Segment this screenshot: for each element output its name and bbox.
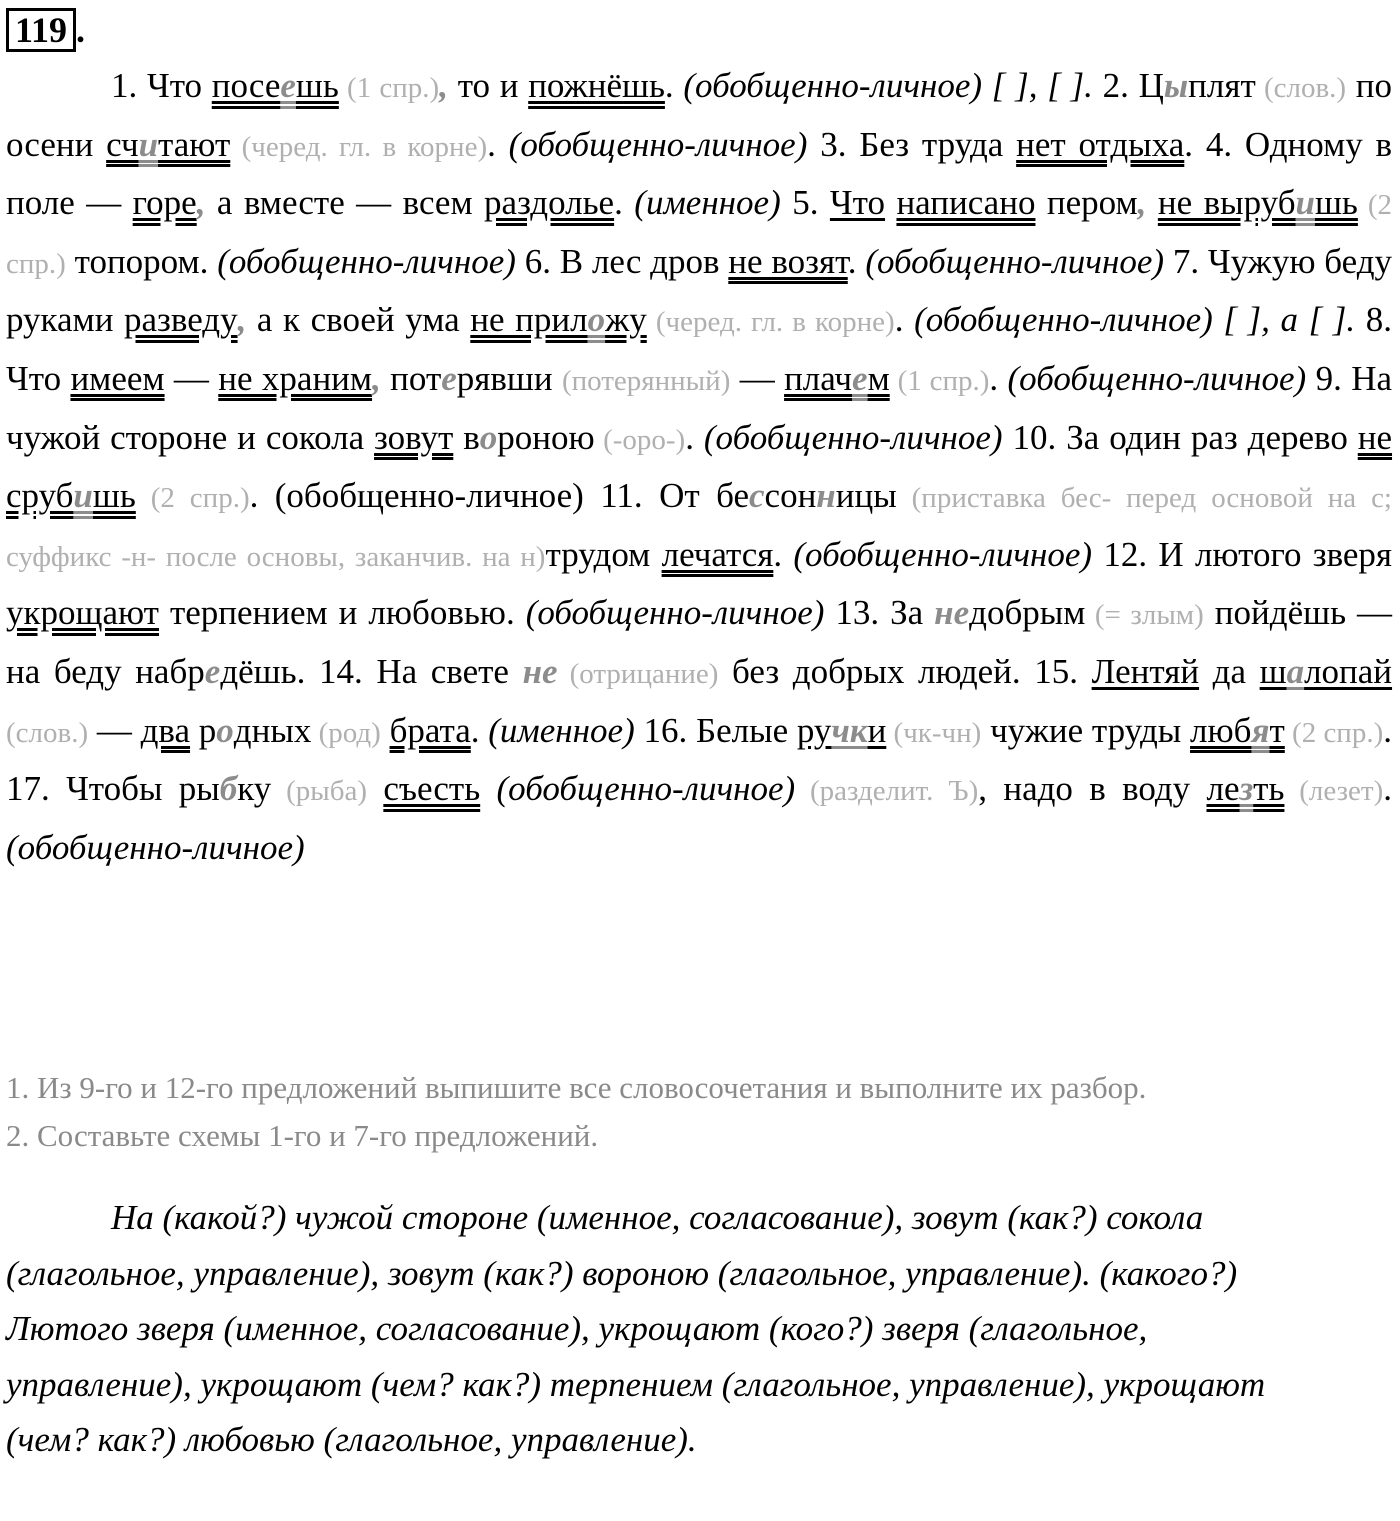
exercise-number-box: 119 — [6, 8, 76, 52]
sentence-s14 — [319, 652, 1021, 691]
sentence-s3 — [820, 125, 1193, 164]
sentence-fragment: Чтобы ры — [66, 769, 220, 809]
sentence-fragment: роною — [497, 417, 595, 457]
sentence-fragment: . (обобщенно-личное) — [249, 476, 584, 516]
sentence-fragment: да — [1199, 651, 1260, 691]
sentence-fragment: укрощают — [6, 593, 159, 633]
sentence-fragment: пойдёшь — на беду набр — [6, 593, 1393, 691]
sentence-fragment: (разделит. Ъ) — [795, 775, 979, 808]
sentence-fragment: добрым — [969, 593, 1086, 633]
sentence-fragment: сон — [764, 476, 817, 516]
sentence-fragment: не возят — [728, 241, 848, 281]
sentence-fragment: пером — [1035, 183, 1138, 223]
sentence-fragment: Чужую беду руками — [6, 241, 1393, 340]
sentence-fragment: пожнёшь — [528, 66, 665, 105]
sentence-number: 12. — [1103, 534, 1148, 574]
sentence-fragment: (2 спр.) — [135, 482, 250, 515]
sentence-fragment: . — [1383, 769, 1392, 809]
sentence-fragment: (черед. гл. в корне) — [646, 306, 895, 339]
sentence-fragment: (обобщенно-личное) — [683, 66, 983, 105]
sentence-fragment: б — [219, 769, 238, 809]
sentence-fragment: За один раз дерево — [1066, 417, 1358, 457]
sentence-fragment: Что — [829, 183, 885, 223]
sentence-fragment: а — [1286, 651, 1305, 691]
sentence-fragment: о — [587, 300, 606, 340]
sentence-fragment: , надо в воду — [978, 769, 1207, 809]
sentence-fragment: ру — [796, 710, 832, 750]
sentence-number: 4. — [1205, 124, 1233, 164]
sentence-number: 16. — [643, 710, 688, 750]
sentence-fragment: ть — [1253, 769, 1285, 809]
sentence-fragment — [480, 769, 496, 808]
sentence-fragment: . — [773, 534, 794, 574]
sentence-number: 17. — [6, 769, 50, 809]
sentence-fragment: и — [867, 710, 887, 750]
sentence-fragment: (обобщенно-личное) — [217, 241, 516, 281]
sentence-fragment: шь — [1314, 183, 1358, 223]
sentence-fragment: жу — [605, 300, 647, 340]
task-list — [6, 1064, 1392, 1160]
sentence-fragment: посе — [211, 66, 281, 105]
sentence-fragment: имеем — [70, 358, 165, 398]
sentence-fragment: (обобщенно-личное) — [793, 534, 1093, 574]
sentence-fragment: (= злым) — [1085, 599, 1204, 632]
sentence-number: 9. — [1315, 358, 1342, 398]
sentence-number: 3. — [820, 124, 847, 164]
sentence-fragment: . — [1383, 710, 1392, 750]
sentence-fragment: От бе — [659, 476, 749, 516]
sentence-fragment: рявши — [456, 358, 562, 398]
sentence-fragment: о — [216, 710, 234, 750]
sentence-fragment: с — [748, 476, 765, 516]
sentence-fragment: горе — [132, 183, 197, 223]
sentence-fragment: [ ], а [ ]. — [1212, 300, 1356, 340]
sentence-fragment: (-оро-) — [594, 423, 686, 456]
sentence-fragment: брата — [389, 710, 471, 750]
exercise-number-dot: . — [76, 10, 86, 50]
sentence-fragment: — — [88, 710, 141, 750]
sentence-fragment: я — [1251, 710, 1270, 750]
sentence-fragment: (1 спр.) — [889, 364, 990, 397]
task-item-1: 1. Из 9-го и 12-го предложений выпишите все словосочетания и выполните их разбор. — [6, 1070, 1147, 1105]
sentence-fragment: лечатся — [661, 534, 774, 574]
sentence-fragment: ш — [1259, 651, 1287, 691]
sentence-number: 13. — [835, 593, 880, 633]
sentence-fragment: тают — [158, 124, 231, 164]
sentence-fragment — [1146, 183, 1157, 222]
sentence-fragment: За — [890, 593, 935, 633]
sentence-fragment: ку — [237, 769, 272, 809]
sentence-fragment: два — [140, 710, 191, 750]
sentence-fragment: , — [237, 300, 247, 340]
sentence-fragment: . — [685, 417, 704, 457]
sentence-number: 10. — [1012, 417, 1057, 457]
sentence-fragment: (обобщенно-личное) — [496, 769, 796, 809]
sentence-s6 — [525, 242, 1164, 281]
sentence-fragment: (отрицание) — [557, 657, 719, 690]
sentence-fragment: ле — [1206, 769, 1240, 809]
sentence-fragment: лопай — [1304, 651, 1393, 691]
sentence-fragment: Одному в поле — — [6, 124, 1393, 223]
sentence-fragment: шь — [295, 66, 339, 105]
sentence-fragment: . — [487, 124, 509, 164]
sentence-fragment: чужие труды — [981, 710, 1191, 750]
sentence-fragment: написано — [896, 183, 1036, 223]
sentence-number: 7. — [1172, 241, 1200, 281]
sentence-fragment: (именное) — [488, 710, 635, 750]
sentence-fragment: а вместе — всем — [205, 183, 485, 223]
sentence-fragment: плят — [1188, 66, 1256, 105]
sentence-fragment: зовут — [374, 417, 454, 457]
sentence-fragment: На свете — [376, 651, 523, 691]
sentence-fragment: Что — [6, 358, 71, 398]
sentence-fragment: . — [614, 183, 635, 223]
sentence-fragment: чк — [831, 710, 868, 750]
sentence-fragment: нет отдыха — [1016, 124, 1185, 164]
sentence-fragment: е — [852, 358, 868, 398]
sentence-fragment: (потерянный) — [561, 364, 731, 397]
sentence-fragment: е — [441, 358, 457, 398]
sentence-fragment: На чужой стороне и сокола — [6, 358, 1392, 457]
sentence-fragment: не сруб — [6, 417, 1393, 516]
sentence-fragment: ы — [1163, 66, 1189, 105]
answer-text: На (какой?) чужой стороне (именное, согласование), зовут (как?) сокола (глагольное, управление), зовут (как?) вороною (глагольное, управление). (какого?) Лютого зверя (именное, согласование), укрощают (кого?) зверя (глагольное, управление), укрощают (чем? как?) терпением (глагольное, управление), укрощают (чем? как?) любовью (глагольное, управление). — [6, 1198, 1266, 1460]
sentence-fragment — [381, 711, 390, 750]
sentence-fragment: . — [664, 66, 684, 105]
sentence-fragment: плач — [784, 358, 853, 398]
sentence-fragment: трудом — [545, 534, 662, 574]
sentence-fragment: без добрых людей. — [718, 651, 1021, 691]
sentence-fragment: — — [164, 358, 219, 398]
sentence-fragment: о — [479, 417, 498, 457]
sentence-fragment: . — [1184, 124, 1194, 164]
sentence-s17 — [6, 769, 1392, 867]
sentence-fragment: дных — [233, 710, 312, 750]
sentence-fragment: по осени — [6, 66, 1393, 164]
sentence-number: 11. — [600, 476, 643, 516]
sentence-fragment: пот — [380, 358, 442, 398]
sentence-fragment: (обобщенно-личное) — [6, 827, 305, 867]
sentence-number: 1. — [111, 66, 138, 105]
sentence-fragment: и — [73, 476, 93, 516]
sentence-fragment: (приставка бес- перед основой на с; суффикс -н- после основы, заканчив. на н) — [6, 482, 1392, 573]
sentence-s16 — [643, 711, 1392, 750]
sentence-fragment: е — [280, 66, 296, 105]
exercise-text — [6, 58, 1392, 875]
sentence-fragment: . — [470, 710, 489, 750]
sentence-number: 15. — [1034, 651, 1079, 691]
sentence-fragment: и — [1295, 183, 1315, 223]
sentence-fragment — [885, 183, 896, 222]
sentence-fragment: (обобщенно-личное) — [508, 124, 808, 164]
sentence-fragment: з — [1239, 769, 1254, 809]
sentence-fragment: (слов.) — [6, 716, 89, 749]
sentence-fragment: а к своей ума — [246, 300, 471, 340]
sentence-fragment: сч — [106, 124, 139, 164]
sentence-fragment: , — [196, 183, 206, 223]
sentence-fragment: В лес дров — [559, 241, 729, 281]
sentence-fragment: е — [204, 651, 221, 691]
sentence-number: 2. — [1102, 66, 1129, 105]
sentence-fragment: Что — [146, 66, 212, 105]
sentence-fragment: Ц — [1138, 66, 1164, 105]
sentence-fragment: [ ], [ ]. — [982, 66, 1093, 105]
sentence-fragment: н — [816, 476, 836, 516]
sentence-fragment: , — [372, 358, 381, 398]
task-item-2: 2. Составьте схемы 1-го и 7-го предложений. — [6, 1118, 599, 1153]
sentence-fragment: (рыба) — [271, 775, 368, 808]
sentence-fragment: люб — [1190, 710, 1252, 750]
sentence-fragment: не — [934, 593, 970, 633]
sentence-fragment: дёшь. — [220, 651, 306, 691]
sentence-fragment: Белые — [695, 710, 797, 750]
sentence-fragment: (обобщенно-личное) — [914, 300, 1213, 340]
sentence-fragment: , — [1137, 183, 1147, 223]
sentence-s1 — [111, 66, 1093, 105]
sentence-fragment: топором. — [65, 241, 218, 281]
sentence-fragment: (2 спр.) — [6, 189, 1392, 280]
sentence-fragment: (именное) — [634, 183, 781, 223]
sentence-fragment: и — [138, 124, 159, 164]
sentence-fragment: не выруб — [1157, 183, 1296, 223]
sentence-fragment: в — [453, 417, 480, 457]
sentence-fragment: раздолье — [484, 183, 615, 223]
sentence-fragment: шь — [92, 476, 136, 516]
sentence-number: 5. — [792, 183, 819, 223]
sentence-number: 8. — [1365, 300, 1393, 340]
sentence-fragment: — — [730, 358, 785, 398]
exercise-number — [6, 8, 85, 52]
sentence-fragment: (обобщенно-личное) — [703, 417, 1003, 457]
sentence-fragment: съесть — [383, 769, 481, 809]
sentence-fragment: (обобщенно-личное) — [865, 241, 1165, 281]
sentence-fragment: (обобщенно-личное) — [525, 593, 825, 633]
sentence-fragment: (черед. гл. в корне) — [230, 130, 488, 163]
sentence-fragment: не храним — [218, 358, 373, 398]
sentence-fragment: . — [847, 241, 866, 281]
sentence-fragment: (чк-чн) — [886, 716, 982, 749]
sentence-fragment: ицы — [835, 476, 897, 516]
sentence-fragment: (2 спр.) — [1284, 716, 1384, 749]
sentence-fragment: Без труда — [859, 124, 1017, 164]
sentence-fragment: . — [894, 300, 915, 340]
sentence-fragment: . — [989, 358, 1008, 398]
sentence-fragment: терпением и любовью. — [158, 593, 526, 633]
sentence-fragment: не — [522, 651, 558, 691]
sentence-fragment: (слов.) — [1255, 72, 1347, 104]
sentence-fragment: , — [439, 66, 448, 105]
sentence-fragment: то и — [447, 66, 529, 105]
sentence-fragment: разведу — [124, 300, 238, 340]
sentence-fragment: Лентяй — [1091, 651, 1200, 691]
sentence-number: 6. — [524, 241, 551, 281]
sentence-fragment: (род) — [311, 716, 381, 749]
sentence-fragment: (1 спр.) — [338, 72, 440, 104]
sentence-number: 14. — [318, 651, 363, 691]
sentence-fragment — [367, 769, 383, 808]
sentence-fragment: И лютого зверя — [1158, 534, 1393, 574]
sentence-fragment: (обобщенно-личное) — [1007, 358, 1307, 398]
sentence-fragment: не прил — [470, 300, 588, 340]
sentence-fragment: (лезет) — [1284, 775, 1384, 808]
sentence-fragment: т — [1269, 710, 1285, 750]
sentence-fragment: м — [867, 358, 890, 398]
sentence-fragment: р — [190, 710, 217, 750]
